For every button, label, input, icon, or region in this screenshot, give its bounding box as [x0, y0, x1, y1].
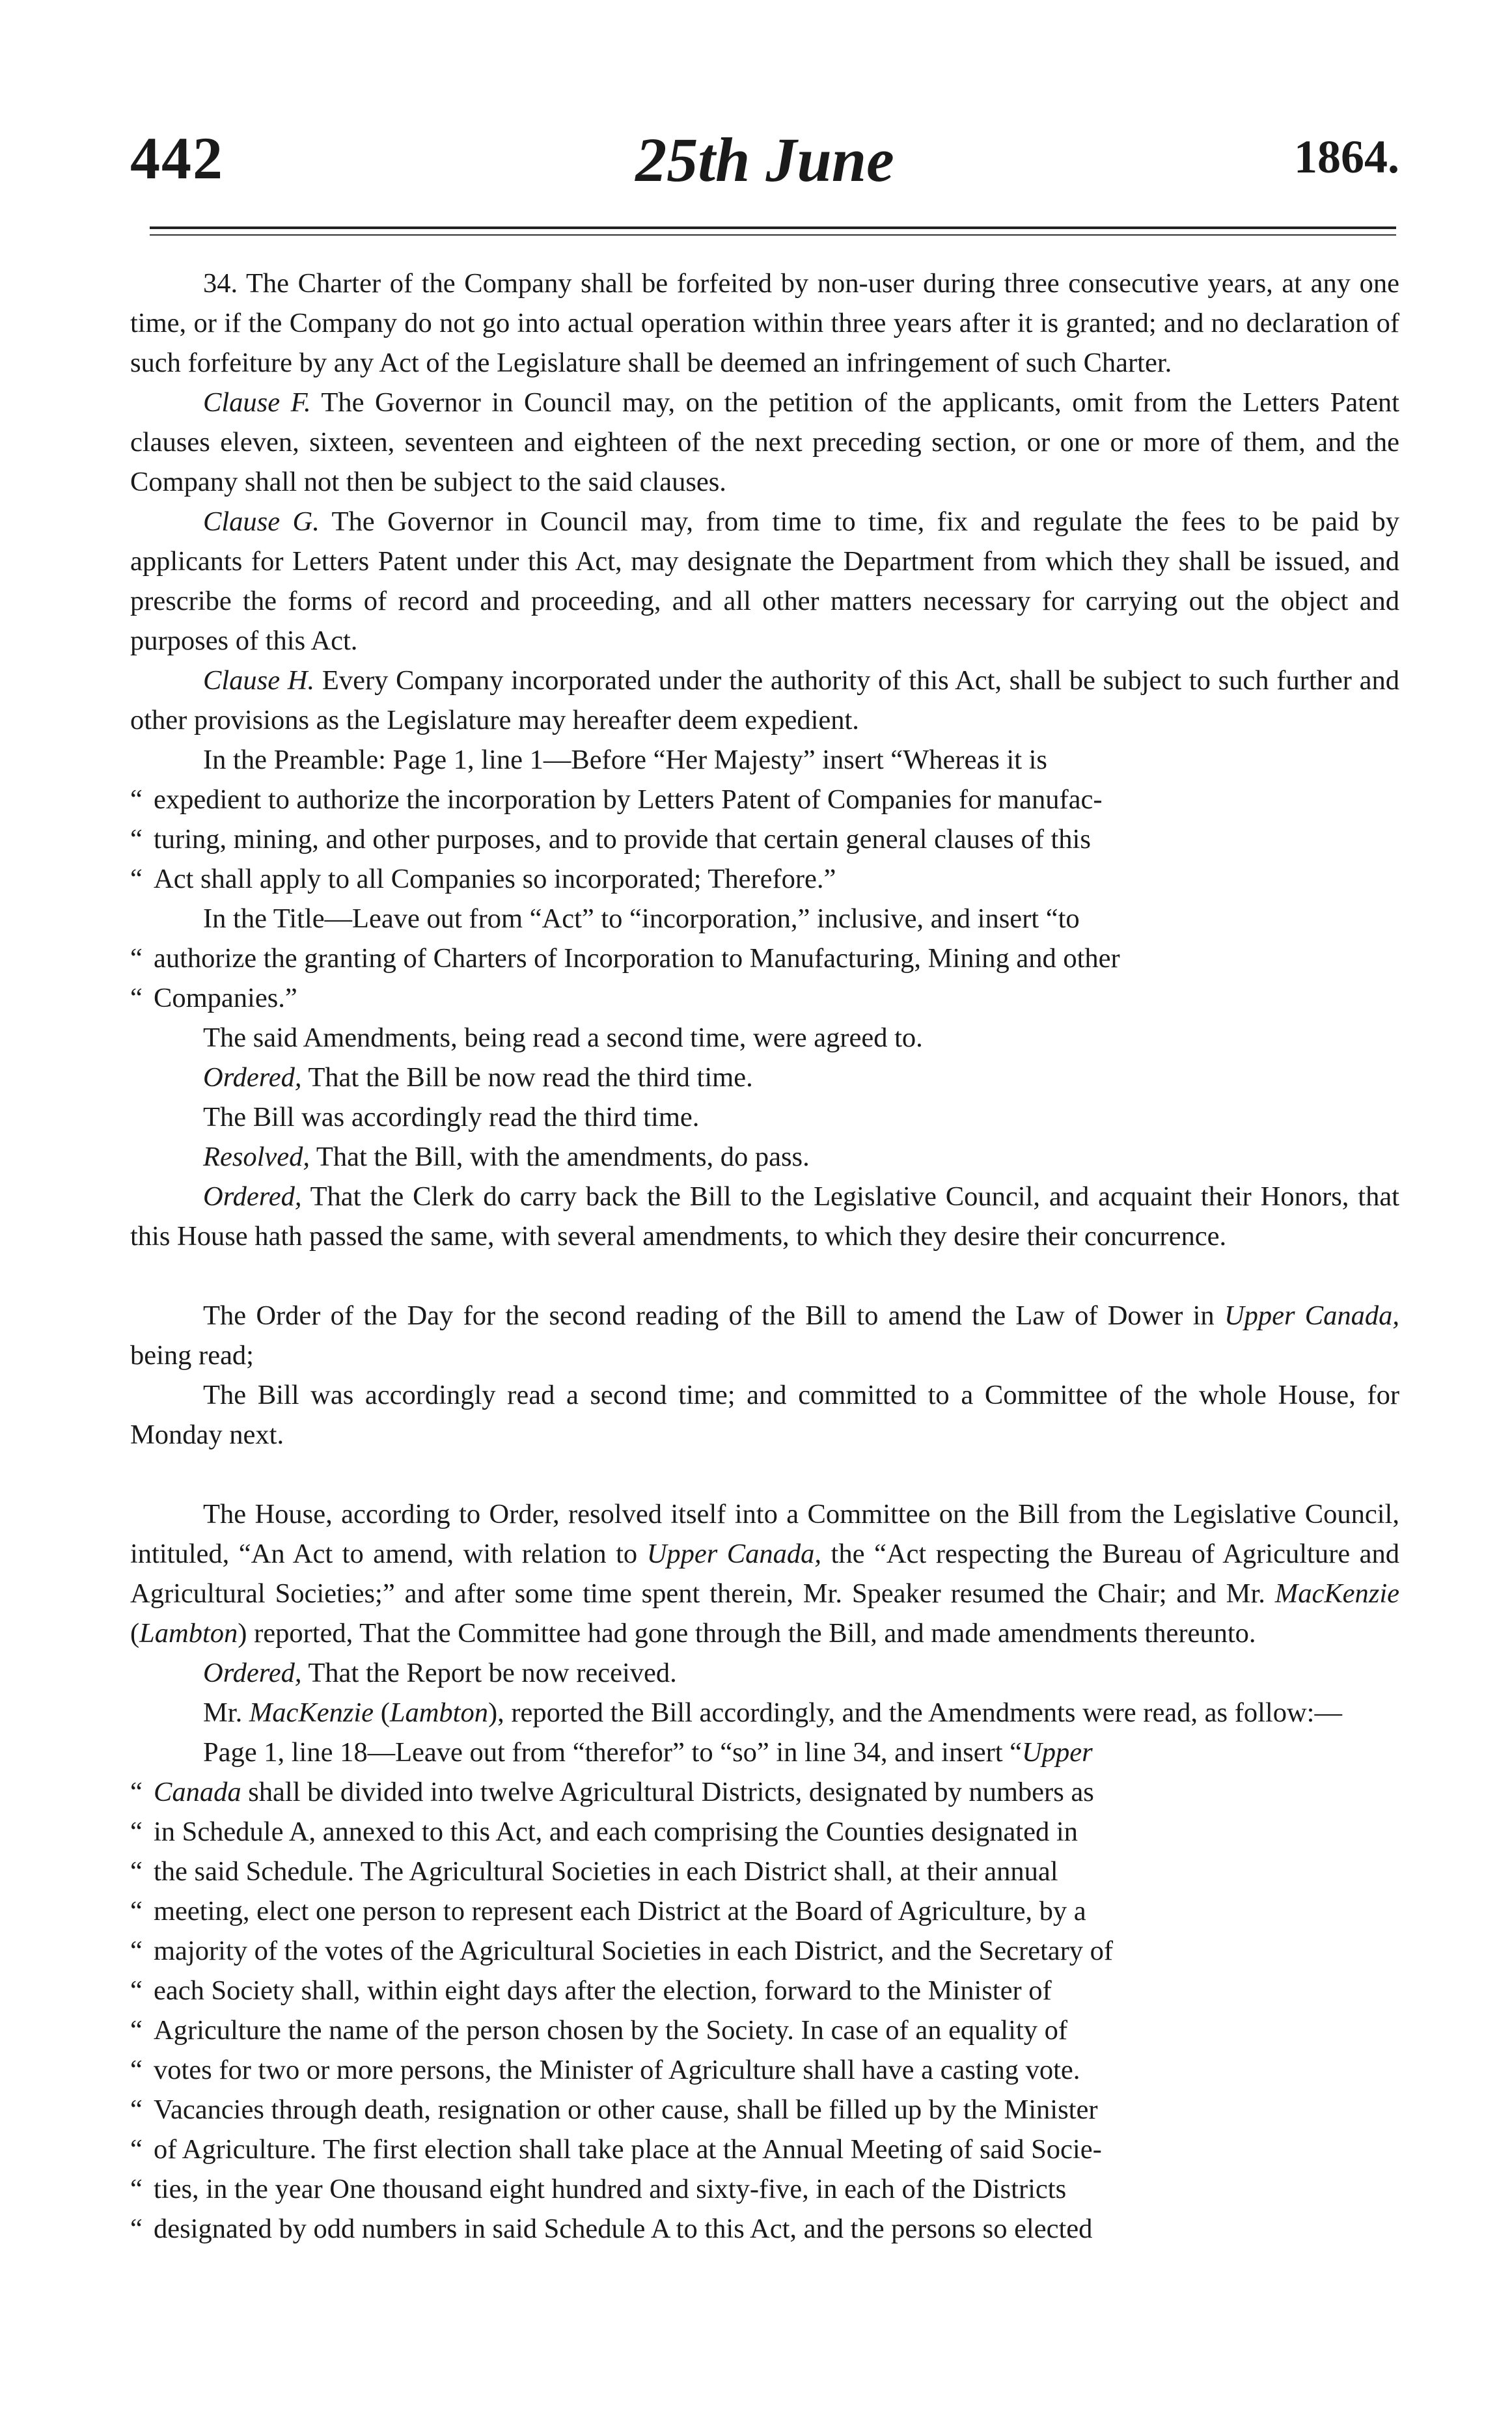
committee-paren-open: ( — [130, 1618, 140, 1649]
paragraph-title — [130, 899, 1399, 1018]
amendment-line-2 — [130, 1772, 1399, 1812]
reported-text-1: Mr. — [203, 1697, 249, 1728]
preamble-line-2: “ expedient to authorize the incorporation by Letters Patent of Companies for manufac- — [130, 780, 1399, 819]
paragraph-dower-second-reading: The Bill was accordingly read a second time; and committed to a Committee of the whole House, for Monday next. — [130, 1380, 1399, 1450]
amendment-line-11: “ of Agriculture. The first election shall take place at the Annual Meeting of said Socie- — [130, 2130, 1399, 2169]
clause-f-text: The Governor in Council may, on the petition of the applicants, omit from the Letters Patent clauses eleven, sixteen, seventeen and eighteen of the next preceding section, or one or more of them, and the Company shall not then be subject to the said clauses. — [130, 387, 1399, 497]
committee-text-3: ) reported, That the Committee had gone through the Bill, and made amendments thereunto. — [238, 1618, 1256, 1649]
paragraph-ordered-clerk — [130, 1177, 1399, 1256]
title-line-3: “ Companies.” — [130, 978, 1399, 1018]
paragraph-ordered-third-reading — [130, 1058, 1399, 1097]
amendment-line-5: “ meeting, elect one person to represent each District at the Board of Agriculture, by a — [130, 1891, 1399, 1931]
paragraph-preamble — [130, 740, 1399, 899]
ordered-report-text: That the Report be now received. — [301, 1658, 677, 1688]
preamble-line-3: “ turing, mining, and other purposes, and to provide that certain general clauses of this — [130, 819, 1399, 859]
dower-text-1: The Order of the Day for the second reading of the Bill to amend the Law of Dower in — [203, 1300, 1224, 1331]
amendment-line-8: “ Agriculture the name of the person chosen by the Society. In case of an equality of — [130, 2010, 1399, 2050]
committee-upper-canada: Upper Canada, — [646, 1539, 822, 1569]
paragraph-clause-h — [130, 661, 1399, 740]
ordered-clerk-text: That the Clerk do carry back the Bill to the Legislative Council, and acquaint their Honors, that this House hath passed the same, with several amendments, to which they desire their concurrence. — [130, 1181, 1399, 1252]
amendment-canada: Canada — [154, 1777, 241, 1807]
ordered-clerk-label: Ordered, — [203, 1181, 302, 1212]
preamble-line-1: In the Preamble: Page 1, line 1—Before “Her Majesty” insert “Whereas it is — [203, 745, 1047, 775]
amendment-line-2-text: shall be divided into twelve Agricultural Districts, designated by numbers as — [241, 1777, 1094, 1807]
paragraph-page1-amendment — [130, 1733, 1399, 2249]
paragraph-resolved — [130, 1137, 1399, 1177]
header-rule — [150, 226, 1396, 229]
amendment-upper: Upper — [1022, 1737, 1093, 1768]
clause-f-label: Clause F. — [203, 387, 311, 418]
header-rule-thin — [150, 234, 1396, 236]
amendment-line-13: “ designated by odd numbers in said Schedule A to this Act, and the persons so elected — [130, 2209, 1399, 2249]
amendment-line-9: “ votes for two or more persons, the Minister of Agriculture shall have a casting vote. — [130, 2050, 1399, 2090]
reported-lambton: Lambton — [389, 1697, 488, 1728]
clause-g-label: Clause G. — [203, 506, 320, 537]
page-body — [130, 264, 1399, 2249]
clause-h-label: Clause H. — [203, 665, 315, 696]
ordered-label: Ordered, — [203, 1062, 302, 1093]
paragraph-clause-f — [130, 383, 1399, 502]
paragraph-reported — [130, 1693, 1399, 1733]
page-year: 1864. — [1294, 131, 1399, 183]
amendment-line-1-text: Page 1, line 18—Leave out from “therefor” to “so” in line 34, and insert “ — [203, 1737, 1023, 1768]
reported-mackenzie: MacKenzie — [249, 1697, 374, 1728]
dower-upper-canada: Upper Canada, — [1224, 1300, 1400, 1331]
resolved-text: That the Bill, with the amendments, do pass. — [310, 1142, 810, 1172]
amendment-line-6: “ majority of the votes of the Agricultural Societies in each District, and the Secretary of — [130, 1931, 1399, 1971]
preamble-line-4: “ Act shall apply to all Companies so incorporated; Therefore.” — [130, 859, 1399, 899]
amendment-line-7: “ each Society shall, within eight days after the election, forward to the Minister of — [130, 1971, 1399, 2010]
paragraph-section-34: 34. The Charter of the Company shall be forfeited by non-user during three consecutive years, at any one time, or if the Company do not go into actual operation within three years after it is granted; and no declaration of such forfeiture by any Act of the Legislature shall be deemed an infringement of such Charter. — [130, 268, 1399, 378]
paragraph-ordered-report — [130, 1653, 1399, 1693]
amendment-line-1 — [203, 1737, 1093, 1768]
committee-mackenzie: MacKenzie — [1274, 1578, 1399, 1609]
ordered-report-label: Ordered, — [203, 1658, 302, 1688]
page-date: 25th June — [635, 125, 894, 195]
amendment-line-12: “ ties, in the year One thousand eight hundred and sixty-five, in each of the Districts — [130, 2169, 1399, 2209]
committee-text-1: The House, according to Order, resolved itself into a Committee on the Bill from the Legislative Council, intituled, “An Act to amend, with relation to — [130, 1499, 1399, 1569]
page-number: 442 — [130, 125, 224, 191]
paragraph-amendments-agreed: The said Amendments, being read a second time, were agreed to. — [203, 1022, 923, 1053]
paragraph-committee-agriculture — [130, 1494, 1399, 1653]
amendment-line-4: “ the said Schedule. The Agricultural Societies in each District shall, at their annual — [130, 1852, 1399, 1891]
page-header — [130, 124, 1399, 202]
paragraph-dower-bill — [130, 1296, 1399, 1375]
title-line-2: “ authorize the granting of Charters of Incorporation to Manufacturing, Mining and other — [130, 939, 1399, 978]
reported-paren-open: ( — [374, 1697, 390, 1728]
paragraph-clause-g — [130, 502, 1399, 661]
committee-lambton: Lambton — [139, 1618, 238, 1649]
reported-text-2: ), reported the Bill accordingly, and the Amendments were read, as follow:— — [488, 1697, 1342, 1728]
dower-text-2: being read; — [130, 1340, 254, 1371]
resolved-label: Resolved, — [203, 1142, 310, 1172]
amendment-line-3: “ in Schedule A, annexed to this Act, and each comprising the Counties designated in — [130, 1812, 1399, 1852]
amendment-line-10: “ Vacancies through death, resignation or other cause, shall be filled up by the Minister — [130, 2090, 1399, 2130]
clause-g-text: The Governor in Council may, from time to time, fix and regulate the fees to be paid by applicants for Letters Patent under this Act, may designate the Department from which they shall be issued, and prescribe the forms of record and proceeding, and all other matters necessary for carrying out the object and purposes of this Act. — [130, 506, 1400, 656]
title-line-1: In the Title—Leave out from “Act” to “incorporation,” inclusive, and insert “to — [203, 903, 1080, 934]
clause-h-text: Every Company incorporated under the authority of this Act, shall be subject to such further and other provisions as the Legislature may hereafter deem expedient. — [130, 665, 1400, 735]
committee-text-2: the “Act respecting the Bureau of Agriculture and Agricultural Societies;” and after some time spent therein, Mr. Speaker resumed the Chair; and Mr. — [130, 1539, 1399, 1609]
ordered-text: That the Bill be now read the third time. — [301, 1062, 753, 1093]
paragraph-third-reading: The Bill was accordingly read the third time. — [203, 1102, 700, 1132]
